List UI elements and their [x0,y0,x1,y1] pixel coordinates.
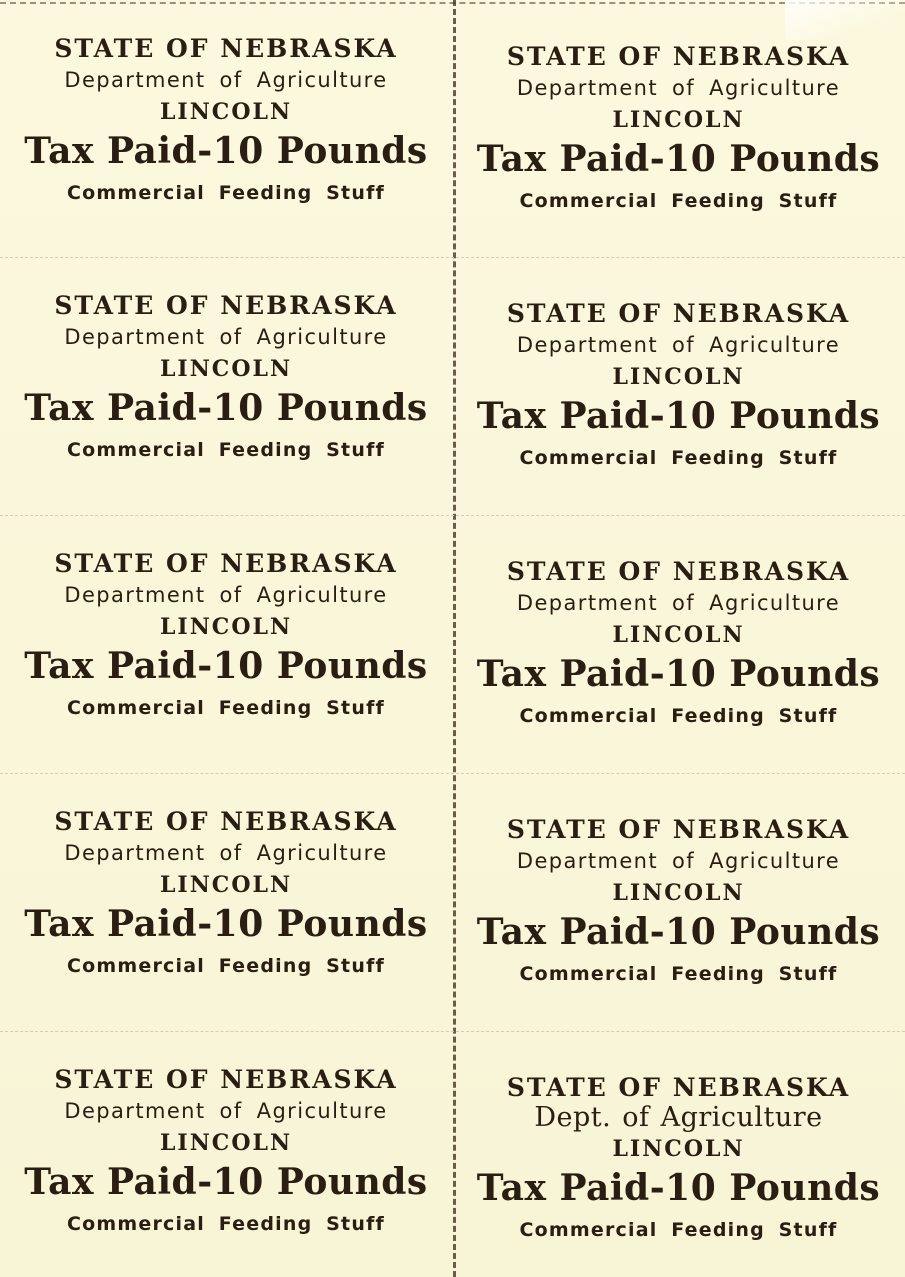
stamp-feed-type: Commercial Feeding Stuff [66,697,386,719]
stamp-department: Dept. of Agriculture [534,1102,823,1133]
stamp-r2-left [0,257,452,515]
stamp-r4-left [0,773,452,1031]
stamp-r2-right [452,257,905,515]
stamp-city: LINCOLN [612,880,745,906]
stamp-tax-paid: Tax Paid-10 Pounds [24,645,428,687]
stamp-state: STATE OF NEBRASKA [506,299,851,328]
stamp-r4-right [452,773,905,1031]
horizontal-perforation [0,1031,905,1032]
stamp-state: STATE OF NEBRASKA [54,549,398,578]
stamp-city: LINCOLN [612,1136,745,1162]
stamp-city: LINCOLN [159,356,293,382]
vertical-perforation [453,0,456,1277]
stamp-feed-type: Commercial Feeding Stuff [519,705,838,727]
stamp-r3-left [0,515,452,773]
stamp-feed-type: Commercial Feeding Stuff [519,447,838,469]
stamp-state: STATE OF NEBRASKA [506,557,851,586]
stamp-state: STATE OF NEBRASKA [506,815,851,844]
horizontal-perforation [0,515,905,516]
stamp-state: STATE OF NEBRASKA [54,291,398,320]
stamp-department: Department of Agriculture [516,333,841,357]
stamp-feed-type: Commercial Feeding Stuff [519,1219,838,1241]
stamp-state: STATE OF NEBRASKA [54,34,398,63]
stamp-tax-paid: Tax Paid-10 Pounds [24,903,428,945]
stamp-city: LINCOLN [612,622,745,648]
stamp-state: STATE OF NEBRASKA [54,1065,398,1094]
stamp-feed-type: Commercial Feeding Stuff [66,439,386,461]
stamp-department: Department of Agriculture [516,849,841,873]
stamp-department: Department of Agriculture [516,591,841,615]
stamp-feed-type: Commercial Feeding Stuff [66,1213,386,1235]
stamp-tax-paid: Tax Paid-10 Pounds [476,138,881,180]
stamp-tax-paid: Tax Paid-10 Pounds [476,911,881,953]
stamp-department: Department of Agriculture [516,76,841,100]
stamp-feed-type: Commercial Feeding Stuff [66,955,386,977]
stamp-r5-left [0,1031,452,1277]
stamp-tax-paid: Tax Paid-10 Pounds [476,653,881,695]
stamp-department: Department of Agriculture [64,841,388,865]
stamp-city: LINCOLN [612,107,745,133]
stamp-city: LINCOLN [159,872,293,898]
stamp-feed-type: Commercial Feeding Stuff [519,963,838,985]
stamp-department: Department of Agriculture [64,68,388,92]
horizontal-perforation [0,773,905,774]
stamp-r1-left [0,0,452,257]
horizontal-perforation [0,257,905,258]
stamp-state: STATE OF NEBRASKA [506,1073,851,1102]
stamp-department: Department of Agriculture [64,1099,388,1123]
stamp-r5-right [452,1031,905,1277]
stamp-r3-right [452,515,905,773]
stamp-tax-paid: Tax Paid-10 Pounds [476,1167,881,1209]
stamp-department: Department of Agriculture [64,583,388,607]
stamp-city: LINCOLN [159,1130,293,1156]
stamp-state: STATE OF NEBRASKA [506,42,851,71]
stamp-r1-right [452,0,905,257]
stamp-city: LINCOLN [159,614,293,640]
stamp-tax-paid: Tax Paid-10 Pounds [24,130,428,172]
stamp-tax-paid: Tax Paid-10 Pounds [476,395,881,437]
stamp-department: Department of Agriculture [64,325,388,349]
stamp-tax-paid: Tax Paid-10 Pounds [24,1161,428,1203]
stamp-feed-type: Commercial Feeding Stuff [519,190,838,212]
stamp-city: LINCOLN [612,364,745,390]
stamp-city: LINCOLN [159,99,293,125]
stamp-tax-paid: Tax Paid-10 Pounds [24,387,428,429]
stamp-state: STATE OF NEBRASKA [54,807,398,836]
stamp-feed-type: Commercial Feeding Stuff [66,182,386,204]
